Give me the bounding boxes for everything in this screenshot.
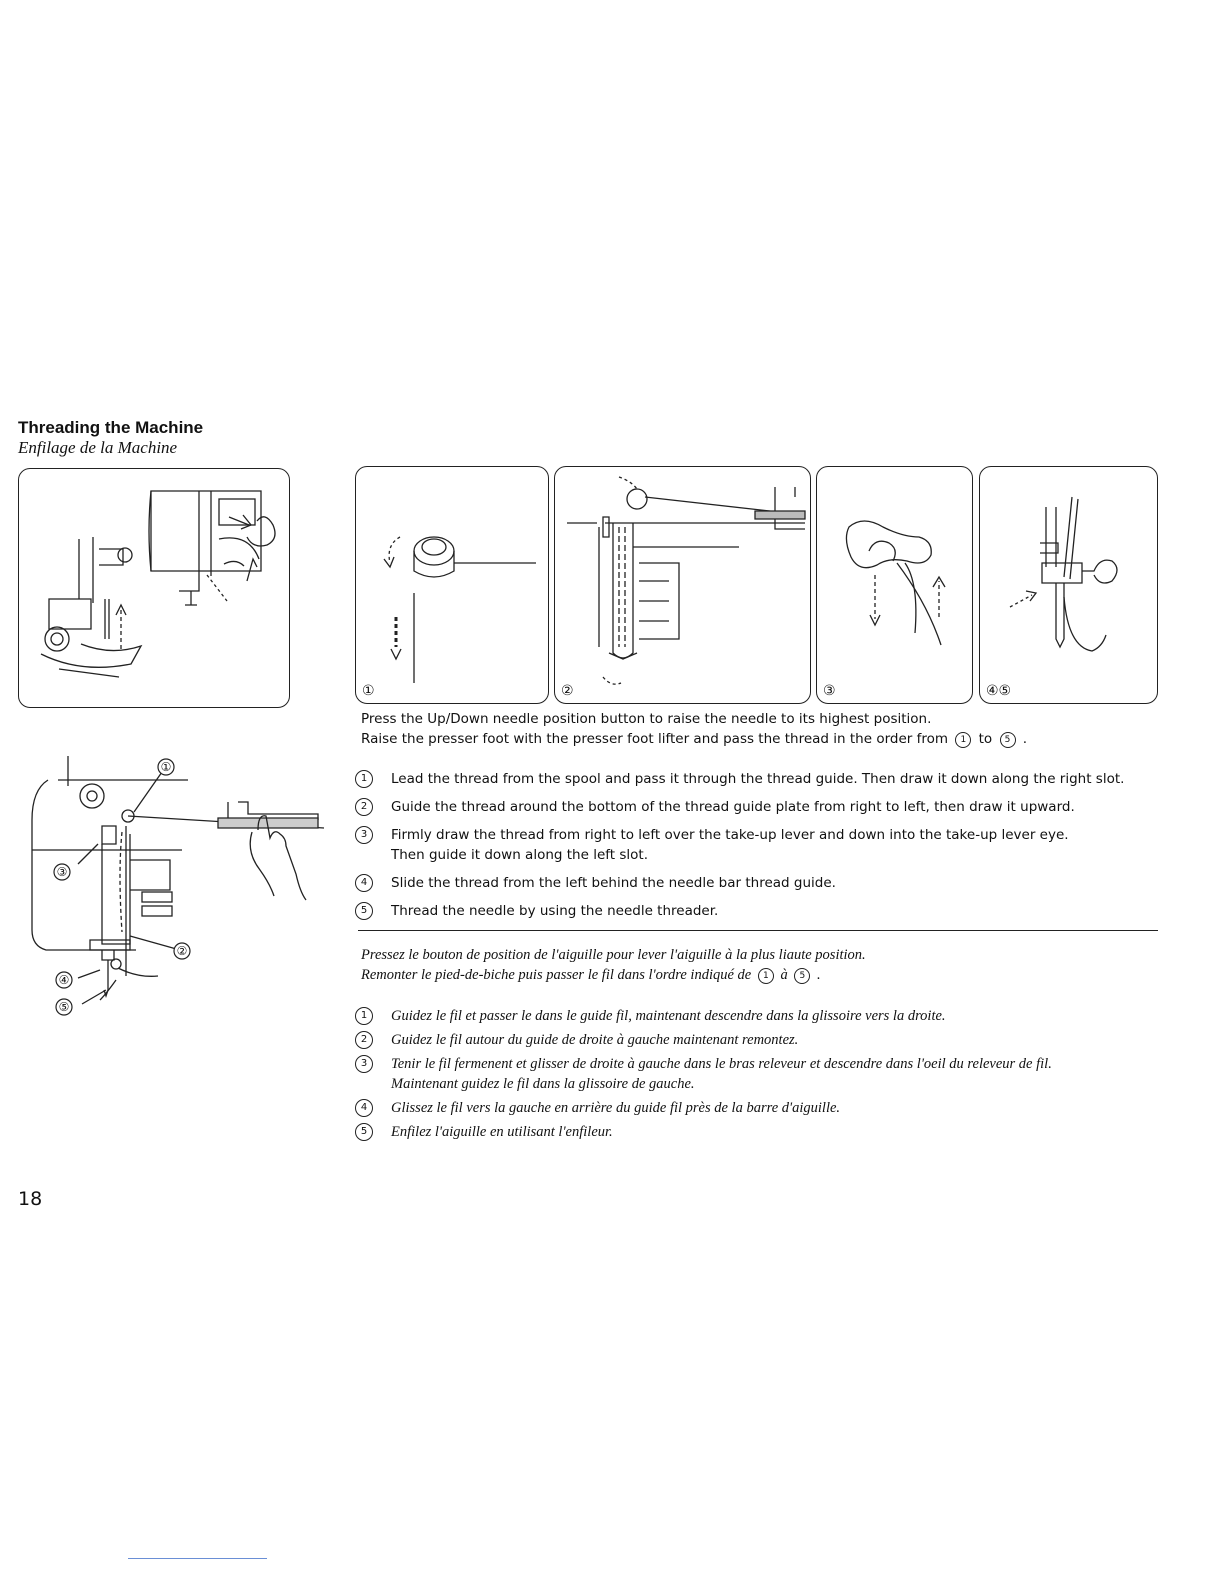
section-title: Threading the Machine — [18, 418, 204, 437]
section-divider — [358, 930, 1158, 931]
footer-line — [128, 1558, 267, 1559]
intro-line — [361, 729, 1027, 749]
step-text: Guide the thread around the bottom of the thread guide plate from right to left, then draw it upward. — [391, 799, 1075, 815]
step-text: Slide the thread from the left behind the needle bar thread guide. — [391, 875, 836, 891]
step-text: Firmly draw the thread from right to left over the take-up lever and down into the take-up lever eye. — [391, 827, 1069, 843]
step-text: Guidez le fil autour du guide de droite à gauche maintenant remontez. — [391, 1032, 799, 1048]
callout-4: ④ — [58, 973, 70, 987]
step-item — [355, 1006, 1052, 1026]
step-item — [355, 825, 1124, 865]
presser-foot-illustration — [19, 469, 289, 707]
step-item — [355, 769, 1124, 789]
step-number-circle: 3 — [355, 1055, 373, 1073]
panel-label: ② — [561, 683, 574, 699]
panel-label: ① — [362, 683, 375, 699]
step-item — [355, 901, 1124, 921]
step-1-figure-panel — [355, 466, 549, 704]
take-up-lever-illustration — [817, 467, 972, 703]
callout-5: ⑤ — [58, 1000, 70, 1014]
intro-text: Remonter le pied-de-biche puis passer le fil dans l'ordre indiqué de — [361, 967, 752, 983]
step-item — [355, 1054, 1052, 1094]
steps-list-french — [355, 1006, 1052, 1146]
step-text-continued: Maintenant guidez le fil dans la glissoire de gauche. — [391, 1076, 695, 1092]
step-number-circle: 5 — [1000, 732, 1016, 748]
page-number: 18 — [18, 1188, 43, 1210]
step-number-circle: 4 — [355, 1099, 373, 1117]
thread-guide-plate-illustration — [555, 467, 810, 703]
step-number-circle: 2 — [355, 1031, 373, 1049]
intro-text: à — [780, 967, 788, 983]
step-item — [355, 797, 1124, 817]
panel-label: ③ — [823, 683, 836, 699]
intro-line — [361, 965, 866, 985]
needle-threader-illustration — [980, 467, 1157, 703]
step-text: Glissez le fil vers la gauche en arrière du guide fil près de la barre d'aiguille. — [391, 1100, 841, 1116]
intro-line: Pressez le bouton de position de l'aiguille pour lever l'aiguille à la plus liaute position. — [361, 947, 866, 963]
step-4-5-figure-panel — [979, 466, 1158, 704]
step-text: Lead the thread from the spool and pass it through the thread guide. Then draw it down along the right slot. — [391, 771, 1125, 787]
step-text: Enfilez l'aiguille en utilisant l'enfileur. — [391, 1124, 613, 1140]
step-text: Thread the needle by using the needle threader. — [391, 903, 719, 919]
step-3-figure-panel — [816, 466, 973, 704]
step-number-circle: 4 — [355, 874, 373, 892]
step-item — [355, 873, 1124, 893]
step-text: Guidez le fil et passer le dans le guide fil, maintenant descendre dans la glissoire vers la droite. — [391, 1008, 946, 1024]
intro-french — [361, 945, 866, 985]
step-number-circle: 1 — [758, 968, 774, 984]
intro-text: Raise the presser foot with the presser foot lifter and pass the thread in the order from — [361, 731, 949, 747]
step-text: Tenir le fil fermenent et glisser de droite à gauche dans le bras releveur et descendre dans l'oeil du releveur de fil. — [391, 1056, 1052, 1072]
step-number-circle: 1 — [355, 770, 373, 788]
threading-path-figure — [18, 750, 328, 1020]
steps-list-english — [355, 769, 1124, 929]
section-title-french: Enfilage de la Machine — [18, 438, 178, 457]
step-text-continued: Then guide it down along the left slot. — [391, 847, 648, 863]
intro-english — [361, 709, 1027, 749]
step-number-circle: 1 — [355, 1007, 373, 1025]
step-number-circle: 5 — [794, 968, 810, 984]
step-2-figure-panel — [554, 466, 811, 704]
callout-1: ① — [160, 760, 172, 774]
threading-path-illustration — [18, 750, 328, 1020]
intro-text: . — [1022, 731, 1028, 747]
step-item — [355, 1030, 1052, 1050]
step-item — [355, 1098, 1052, 1118]
intro-line: Press the Up/Down needle position button to raise the needle to its highest position. — [361, 711, 932, 727]
callout-2: ② — [176, 944, 188, 958]
step-number-circle: 5 — [355, 902, 373, 920]
step-number-circle: 3 — [355, 826, 373, 844]
intro-text: to — [978, 731, 993, 747]
callout-3: ③ — [56, 865, 68, 879]
step-number-circle: 5 — [355, 1123, 373, 1141]
step-number-circle: 1 — [955, 732, 971, 748]
panel-label: ④⑤ — [986, 683, 1012, 699]
overview-figure-panel — [18, 468, 290, 708]
intro-text: . — [816, 967, 821, 983]
step-item — [355, 1122, 1052, 1142]
step-number-circle: 2 — [355, 798, 373, 816]
spool-guide-illustration — [356, 467, 548, 703]
